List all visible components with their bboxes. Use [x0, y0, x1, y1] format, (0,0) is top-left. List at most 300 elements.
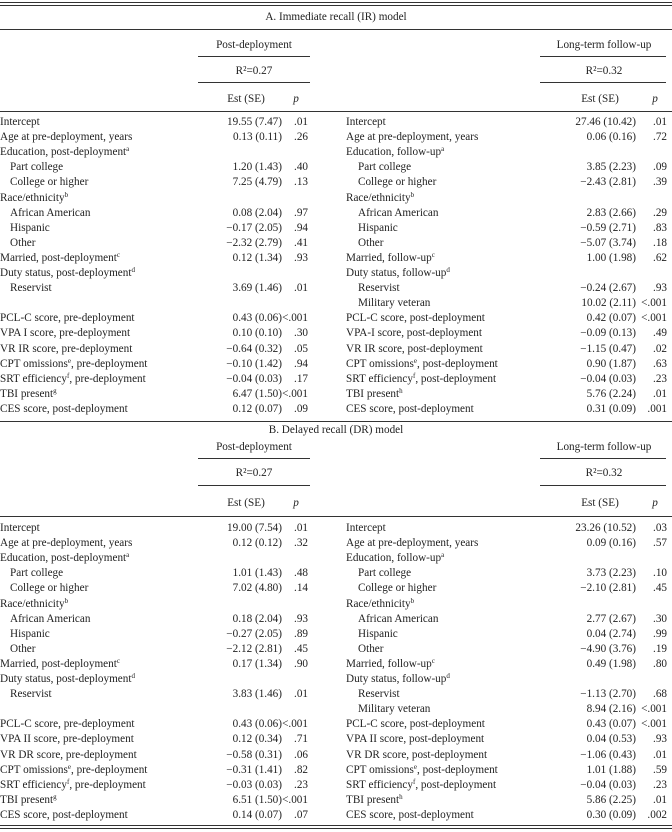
estimate-value: 0.42 (0.07) — [586, 312, 636, 325]
row-label-text: TBI present — [0, 793, 54, 806]
row-label-text: Race/ethnicity — [346, 597, 411, 610]
left-row-label — [0, 734, 134, 745]
p-value: .94 — [294, 357, 308, 370]
row-label-suffix: , pre-deployment — [70, 357, 148, 370]
right-row-label — [346, 356, 498, 370]
right-period-header: Long-term follow-up — [556, 39, 652, 51]
row-label-text: Other — [10, 642, 36, 655]
right-row-label — [346, 553, 444, 564]
p-value: .93 — [294, 251, 308, 264]
footnote-marker: g — [53, 792, 57, 801]
p-value: .001 — [647, 402, 667, 415]
left-r2-rule — [198, 82, 310, 83]
estimate-value: −2.43 (2.81) — [580, 176, 636, 189]
left-row-label — [10, 208, 90, 219]
estimate-value: 0.12 (1.34) — [232, 251, 282, 264]
right-row-label — [358, 208, 438, 219]
row-label-text: Reservist — [358, 282, 400, 295]
footnote-marker: a — [126, 551, 130, 560]
row-label-text: Reservist — [358, 688, 400, 701]
p-value: .89 — [294, 627, 308, 640]
p-value: .83 — [653, 221, 667, 234]
footnote-marker: b — [410, 190, 415, 199]
row-label-suffix: , post-deployment — [416, 763, 498, 776]
row-label-text: VR IR score, pre-deployment — [0, 342, 133, 355]
row-label-text: Part college — [10, 567, 64, 580]
estimate-value: −0.59 (2.71) — [580, 221, 636, 234]
left-row-label — [10, 223, 50, 234]
right-row-label — [346, 523, 386, 534]
left-row-label — [0, 719, 135, 730]
row-label-text: SRT efficiency — [346, 372, 413, 385]
p-value: .57 — [653, 537, 667, 550]
estimate-value: −2.32 (2.79) — [226, 236, 282, 249]
left-row-label — [0, 792, 57, 806]
estimate-value: −0.17 (2.05) — [226, 221, 282, 234]
right-est-header: Est (SE) — [581, 93, 619, 105]
estimate-value: −0.27 (2.05) — [226, 627, 282, 640]
p-value: .05 — [294, 342, 308, 355]
left-row-label — [0, 344, 132, 355]
left-row-label — [10, 689, 52, 700]
footnote-marker: f — [412, 777, 416, 786]
estimate-value: −0.31 (1.41) — [226, 763, 282, 776]
estimate-value: −5.07 (3.74) — [580, 236, 636, 249]
bottom-rule — [0, 825, 672, 826]
row-label-text: African American — [10, 206, 91, 219]
row-label-text: CPT omissions — [0, 763, 68, 776]
p-value: .10 — [653, 567, 667, 580]
estimate-value: −0.09 (0.13) — [580, 327, 636, 340]
row-label-text: Married, post-deployment — [0, 657, 117, 670]
row-label-text: Duty status, post-deployment — [0, 267, 132, 279]
row-label-text: CPT omissions — [346, 763, 414, 776]
p-value: .93 — [294, 612, 308, 625]
right-header-rule — [540, 458, 666, 459]
row-label-text: Other — [358, 642, 384, 655]
right-row-label — [358, 629, 398, 640]
estimate-value: 0.12 (0.07) — [232, 402, 282, 415]
row-label-text: Education, follow-up — [346, 552, 442, 565]
row-label-text: TBI present — [0, 387, 54, 400]
left-r-squared: R²=0.27 — [235, 467, 273, 479]
footnote-marker: d — [131, 266, 135, 274]
footnote-marker: d — [131, 672, 135, 680]
right-row-label — [346, 190, 415, 204]
row-label-text: VR DR score, pre-deployment — [0, 748, 137, 761]
estimate-value: 0.13 (0.11) — [233, 131, 282, 144]
row-label-text: Married, follow-up — [346, 657, 432, 670]
right-row-label — [346, 750, 487, 761]
p-value: .01 — [294, 282, 308, 295]
estimate-value: 6.47 (1.50) — [232, 387, 282, 400]
p-value: .72 — [653, 131, 667, 144]
right-row-label — [346, 538, 478, 549]
row-label-text: VR IR score, post-deployment — [346, 342, 483, 355]
estimate-value: −0.03 (0.03) — [226, 778, 282, 791]
row-label-text: College or higher — [358, 176, 437, 189]
left-row-label — [0, 250, 120, 264]
row-label-text: Race/ethnicity — [0, 597, 65, 610]
p-value: .80 — [653, 657, 667, 670]
right-row-label — [358, 704, 430, 715]
row-label-suffix: , pre-deployment — [69, 778, 146, 791]
row-label-text: Intercept — [346, 522, 386, 534]
row-label-suffix: , post-deployment — [415, 778, 497, 791]
left-row-label — [0, 674, 135, 685]
row-label-text: Intercept — [0, 116, 40, 128]
left-row-label — [0, 147, 129, 158]
p-value: <.001 — [282, 312, 308, 325]
row-label-text: Hispanic — [358, 627, 398, 640]
p-value: <.001 — [282, 793, 308, 806]
left-row-label — [0, 596, 69, 610]
right-row-label — [358, 177, 436, 188]
estimate-value: 8.94 (2.16) — [586, 703, 636, 716]
p-value: .23 — [653, 372, 667, 385]
row-label-text: CES score, post-deployment — [346, 808, 474, 821]
left-row-label — [10, 162, 63, 173]
estimate-value: 0.31 (0.09) — [586, 402, 636, 415]
left-row-label — [0, 328, 130, 339]
left-est-header: Est (SE) — [227, 93, 265, 105]
row-label-text: SRT efficiency — [0, 372, 67, 385]
p-value: .29 — [653, 206, 667, 219]
row-label-text: Duty status, post-deployment — [0, 673, 132, 685]
estimate-value: 0.43 (0.07) — [586, 718, 636, 731]
left-period-header: Post-deployment — [216, 39, 292, 51]
p-value: .39 — [653, 176, 667, 189]
estimate-value: 0.04 (2.74) — [586, 627, 636, 640]
row-label-text: Married, post-deployment — [0, 251, 117, 264]
estimate-value: 19.00 (7.54) — [227, 522, 282, 534]
top-rule — [0, 2, 672, 3]
p-value: .45 — [294, 642, 308, 655]
p-value: .01 — [294, 116, 308, 128]
row-label-text: African American — [358, 612, 439, 625]
row-label-text: College or higher — [10, 582, 89, 595]
right-row-label — [358, 583, 436, 594]
estimate-value: 0.10 (0.10) — [232, 327, 282, 340]
estimate-value: 1.00 (1.98) — [586, 251, 636, 264]
right-row-label — [346, 792, 403, 806]
footnote-marker: f — [66, 371, 70, 380]
left-row-label — [0, 538, 132, 549]
left-row-label — [0, 117, 40, 128]
right-row-label — [346, 404, 474, 415]
right-row-label — [346, 328, 482, 339]
row-label-text: Race/ethnicity — [346, 191, 411, 204]
row-label-text: CES score, post-deployment — [0, 808, 128, 821]
p-value: .41 — [294, 236, 308, 249]
row-label-text: Other — [358, 236, 384, 249]
right-row-label — [346, 596, 415, 610]
p-value: .99 — [653, 627, 667, 640]
row-label-text: SRT efficiency — [0, 778, 67, 791]
footnote-marker: c — [116, 656, 120, 665]
left-row-label — [10, 629, 50, 640]
estimate-value: 0.09 (0.16) — [586, 537, 636, 550]
row-label-text: Intercept — [0, 522, 40, 534]
p-value: .18 — [653, 236, 667, 249]
left-row-label — [10, 283, 52, 294]
estimate-value: −0.04 (0.03) — [580, 778, 636, 791]
p-value: .03 — [653, 522, 667, 534]
p-value: .01 — [294, 688, 308, 701]
row-label-text: Part college — [358, 567, 412, 580]
left-period-header: Post-deployment — [216, 441, 292, 453]
p-value: .07 — [294, 808, 308, 821]
p-value: <.001 — [282, 387, 308, 400]
estimate-value: 7.25 (4.79) — [232, 176, 282, 189]
row-label-text: Age at pre-deployment, years — [0, 537, 133, 550]
panel-b-title: B. Delayed recall (DR) model — [268, 424, 404, 436]
p-value: .93 — [653, 733, 667, 746]
p-value: .002 — [647, 808, 667, 821]
row-label-suffix: , post-deployment — [416, 357, 498, 370]
left-row-label — [0, 656, 120, 670]
p-value: .90 — [294, 657, 308, 670]
p-value: .30 — [653, 612, 667, 625]
left-est-header: Est (SE) — [227, 497, 265, 509]
row-label-suffix: , pre-deployment — [69, 372, 146, 385]
left-row-label — [0, 553, 129, 564]
row-label-text: TBI present — [346, 387, 400, 400]
footnote-marker: a — [126, 145, 130, 154]
left-row-label — [0, 132, 132, 143]
estimate-value: 23.26 (10.52) — [575, 522, 636, 534]
p-value: .01 — [653, 748, 667, 761]
right-r-squared: R²=0.32 — [585, 467, 623, 479]
estimate-value: 0.49 (1.98) — [586, 657, 636, 670]
left-row-label — [0, 190, 69, 204]
right-row-label — [346, 344, 483, 355]
estimate-value: 0.04 (0.53) — [586, 733, 636, 746]
footnote-marker: c — [431, 656, 435, 665]
p-value: .94 — [294, 221, 308, 234]
estimate-value: 3.83 (1.46) — [232, 688, 282, 701]
footnote-marker: c — [431, 250, 435, 259]
p-value: .23 — [653, 778, 667, 791]
left-row-label — [0, 268, 135, 279]
p-value: .40 — [294, 161, 308, 174]
p-value: .97 — [294, 206, 308, 219]
right-row-label — [358, 689, 400, 700]
estimate-value: 6.51 (1.50) — [232, 793, 282, 806]
p-value: .01 — [653, 387, 667, 400]
footnote-marker: h — [399, 386, 403, 395]
p-value: <.001 — [641, 297, 667, 310]
p-value: .82 — [294, 763, 308, 776]
right-row-label — [358, 298, 430, 309]
right-est-header: Est (SE) — [581, 497, 619, 509]
right-row-label — [346, 777, 497, 791]
estimate-value: −1.06 (0.43) — [580, 748, 636, 761]
estimate-value: 1.20 (1.43) — [232, 161, 282, 174]
row-label-text: CPT omissions — [346, 357, 414, 370]
p-value: .01 — [653, 793, 667, 806]
estimate-value: 7.02 (4.80) — [232, 582, 282, 595]
right-row-label — [346, 132, 478, 143]
estimate-value: 3.69 (1.46) — [232, 282, 282, 295]
footnote-marker: e — [413, 356, 417, 365]
estimate-value: 0.17 (1.34) — [232, 657, 282, 670]
p-value: .02 — [653, 342, 667, 355]
left-row-label — [10, 568, 63, 579]
right-row-label — [346, 268, 450, 279]
p-value: .09 — [294, 402, 308, 415]
p-value: .62 — [653, 251, 667, 264]
p-value: <.001 — [282, 718, 308, 731]
row-label-text: Duty status, follow-up — [346, 267, 447, 279]
p-value: <.001 — [641, 312, 667, 325]
left-p-header: p — [293, 497, 299, 509]
p-value: .06 — [294, 748, 308, 761]
row-label-text: VR DR score, post-deployment — [346, 748, 488, 761]
panel-a-title: A. Immediate recall (IR) model — [265, 11, 407, 23]
estimate-value: 0.08 (2.04) — [232, 206, 282, 219]
estimate-value: 27.46 (10.42) — [575, 116, 636, 128]
left-p-header: p — [293, 93, 299, 105]
footnote-marker: a — [441, 145, 445, 154]
estimate-value: 5.86 (2.25) — [586, 793, 636, 806]
right-row-label — [358, 568, 411, 579]
panel-b-title-rule-top — [0, 421, 672, 422]
left-row-label — [0, 750, 137, 761]
row-label-text: African American — [358, 206, 439, 219]
footnote-marker: d — [446, 266, 450, 274]
right-row-label — [346, 250, 435, 264]
right-header-rule — [540, 56, 666, 57]
p-value: .19 — [653, 642, 667, 655]
row-label-text: Education, post-deployment — [0, 552, 127, 565]
estimate-value: 0.18 (2.04) — [232, 612, 282, 625]
right-row-label — [346, 313, 485, 324]
estimate-value: 3.73 (2.23) — [586, 567, 636, 580]
footnote-marker: e — [67, 762, 71, 771]
estimate-value: 0.90 (1.87) — [586, 357, 636, 370]
estimate-value: 10.02 (2.11) — [581, 297, 636, 310]
estimate-value: −0.64 (0.32) — [226, 342, 282, 355]
right-row-label — [358, 644, 383, 655]
right-row-label — [346, 810, 474, 821]
left-row-label — [0, 386, 57, 400]
estimate-value: −1.15 (0.47) — [580, 342, 636, 355]
left-row-label — [10, 614, 90, 625]
estimate-value: 0.12 (0.12) — [232, 537, 282, 550]
row-label-text: SRT efficiency — [346, 778, 413, 791]
p-value: <.001 — [641, 703, 667, 716]
right-row-label — [346, 734, 484, 745]
estimate-value: −0.04 (0.03) — [580, 372, 636, 385]
p-value: .49 — [653, 327, 667, 340]
panel-a-title-rule — [0, 29, 672, 30]
row-label-text: PCL-C score, post-deployment — [346, 312, 485, 325]
right-row-label — [358, 614, 438, 625]
p-value: .59 — [653, 763, 667, 776]
estimate-value: 2.83 (2.66) — [586, 206, 636, 219]
row-label-text: TBI present — [346, 793, 400, 806]
row-label-text: VPA II score, post-deployment — [346, 733, 485, 746]
row-label-text: PCL-C score, post-deployment — [346, 718, 485, 731]
row-label-text: Race/ethnicity — [0, 191, 65, 204]
row-label-text: Education, post-deployment — [0, 146, 127, 159]
left-row-label — [0, 762, 148, 776]
row-label-text: Military veteran — [358, 703, 431, 716]
footnote-marker: b — [64, 190, 69, 199]
left-row-label — [0, 356, 148, 370]
left-header-rule — [198, 56, 310, 57]
estimate-value: −0.04 (0.03) — [226, 372, 282, 385]
estimate-value: −0.58 (0.31) — [226, 748, 282, 761]
right-row-label — [346, 719, 485, 730]
row-label-text: Hispanic — [10, 627, 50, 640]
left-row-label — [0, 777, 146, 791]
p-value: .71 — [294, 733, 308, 746]
right-r2-rule — [540, 82, 666, 83]
p-value: .17 — [294, 372, 308, 385]
estimate-value: 1.01 (1.88) — [586, 763, 636, 776]
p-value: .48 — [294, 567, 308, 580]
top-rule-double — [0, 5, 672, 6]
estimate-value: 0.06 (0.16) — [586, 131, 636, 144]
p-value: .09 — [653, 161, 667, 174]
footnote-marker: f — [66, 777, 70, 786]
p-value: .13 — [294, 176, 308, 189]
panel-b-colhead-rule — [0, 516, 672, 517]
estimate-value: 2.77 (2.67) — [586, 612, 636, 625]
p-value: .45 — [653, 582, 667, 595]
left-row-label — [10, 583, 88, 594]
estimate-value: 0.43 (0.06) — [232, 718, 282, 731]
left-row-label — [0, 810, 128, 821]
row-label-text: VPA-I score, post-deployment — [346, 327, 482, 340]
estimate-value: 5.76 (2.24) — [586, 387, 636, 400]
row-label-text: VPA II score, pre-deployment — [0, 733, 134, 746]
row-label-text: PCL-C score, pre-deployment — [0, 312, 135, 325]
p-value: .14 — [294, 582, 308, 595]
bottom-rule-double — [0, 828, 672, 829]
estimate-value: 0.14 (0.07) — [232, 808, 282, 821]
row-label-text: CES score, post-deployment — [0, 402, 128, 415]
p-value: .23 — [294, 778, 308, 791]
estimate-value: −0.10 (1.42) — [226, 357, 282, 370]
estimate-value: 1.01 (1.43) — [232, 567, 282, 580]
row-label-suffix: , post-deployment — [415, 372, 497, 385]
right-row-label — [346, 117, 386, 128]
row-label-text: Hispanic — [10, 221, 50, 234]
right-row-label — [358, 162, 411, 173]
footnote-marker: e — [67, 356, 71, 365]
footnote-marker: e — [413, 762, 417, 771]
row-label-text: Intercept — [346, 116, 386, 128]
estimate-value: −1.13 (2.70) — [580, 688, 636, 701]
row-label-text: College or higher — [358, 582, 437, 595]
estimate-value: 3.85 (2.23) — [586, 161, 636, 174]
left-row-label — [0, 523, 40, 534]
right-row-label — [346, 762, 498, 776]
row-label-text: Education, follow-up — [346, 146, 442, 159]
row-label-text: PCL-C score, pre-deployment — [0, 718, 135, 731]
row-label-text: College or higher — [10, 176, 89, 189]
estimate-value: 0.30 (0.09) — [586, 808, 636, 821]
p-value: .30 — [294, 327, 308, 340]
p-value: .68 — [653, 688, 667, 701]
right-p-header: p — [652, 93, 658, 105]
row-label-text: Married, follow-up — [346, 251, 432, 264]
footnote-marker: g — [53, 386, 57, 395]
row-label-suffix: , pre-deployment — [70, 763, 148, 776]
